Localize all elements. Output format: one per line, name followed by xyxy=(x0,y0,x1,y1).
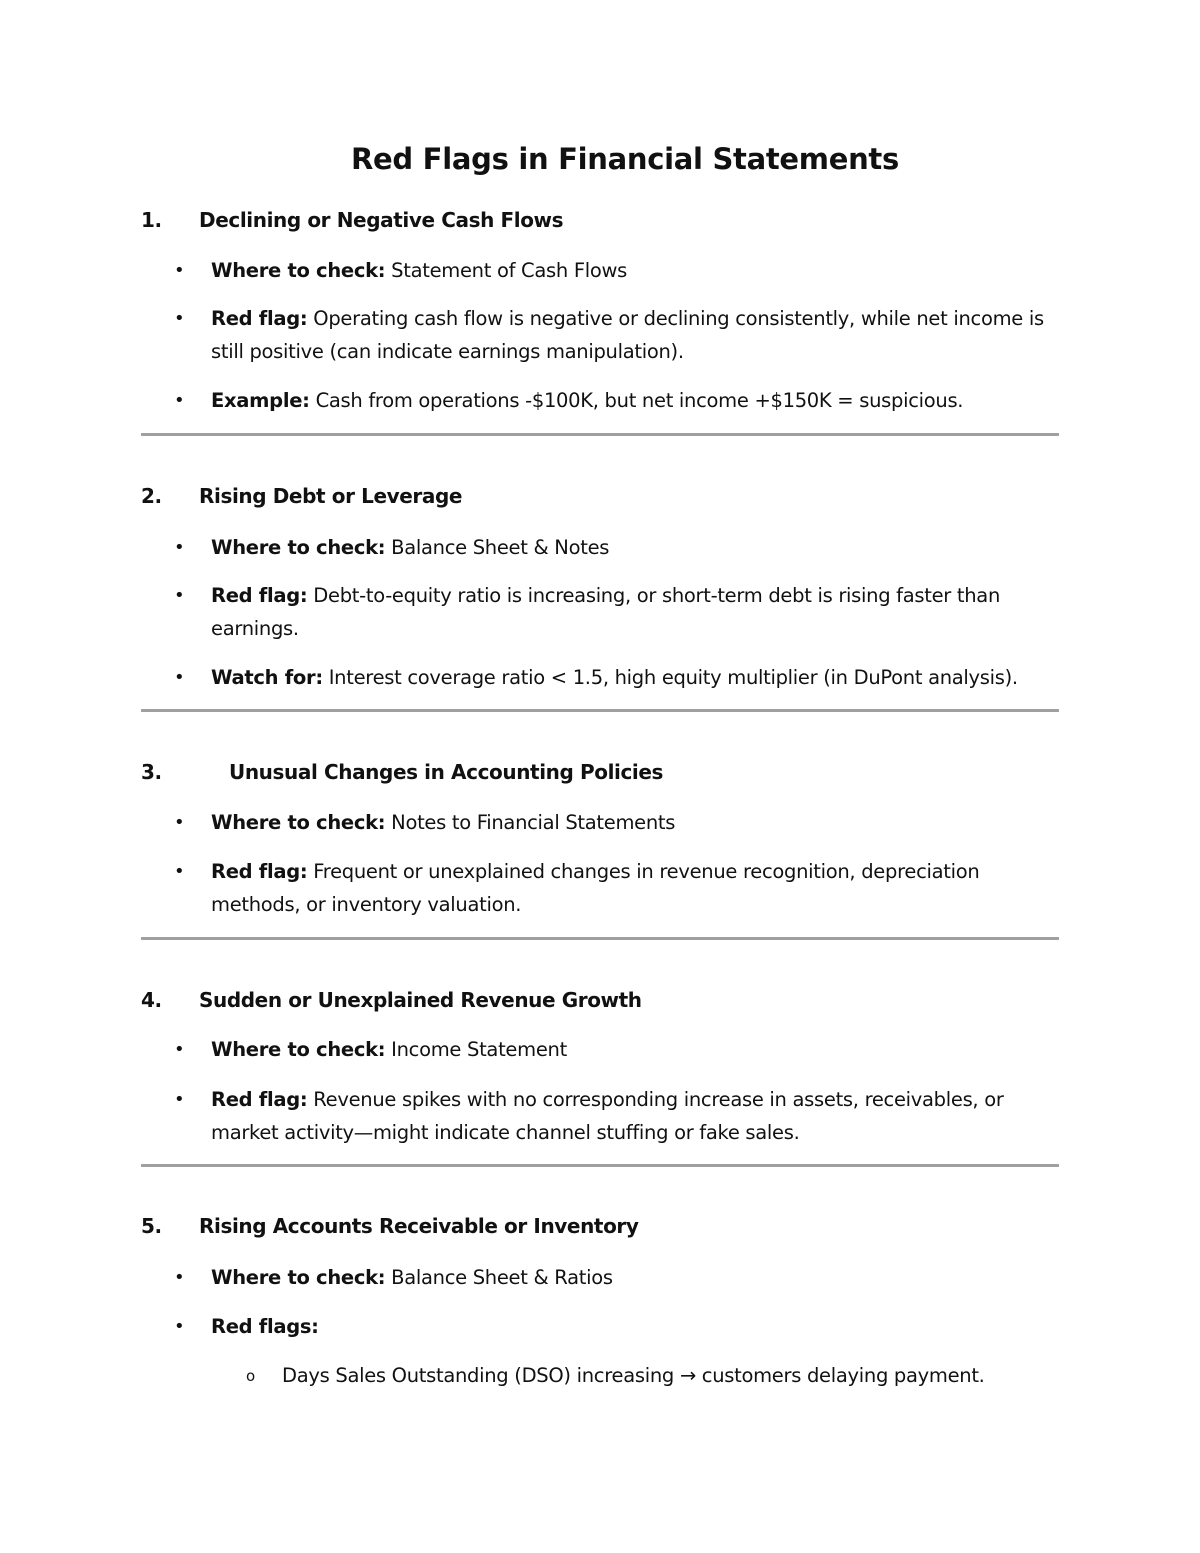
section-heading-2 xyxy=(141,484,462,508)
section-divider xyxy=(141,1164,1059,1167)
item-label: Red flag: xyxy=(211,584,308,607)
item-text: Debt-to-equity ratio is increasing, or short-term debt is rising faster than xyxy=(313,584,1001,607)
section-number: 1. xyxy=(141,208,162,232)
section-title: Unusual Changes in Accounting Policies xyxy=(229,760,664,784)
item-text: Operating cash flow is negative or declining consistently, while net income is xyxy=(313,307,1044,330)
bullet-icon: • xyxy=(174,1039,185,1060)
item-label: Red flag: xyxy=(211,1088,308,1111)
item-text-continued: market activity—might indicate channel stuffing or fake sales. xyxy=(211,1121,800,1144)
item-text: Frequent or unexplained changes in revenue recognition, depreciation xyxy=(313,860,980,883)
bullet-icon: • xyxy=(174,861,185,882)
bullet-icon: • xyxy=(174,585,185,606)
bullet-icon: • xyxy=(174,1089,185,1110)
item-label: Where to check: xyxy=(211,1038,386,1061)
item-text: Income Statement xyxy=(391,1038,567,1061)
bullet-icon: • xyxy=(174,308,185,329)
section-divider xyxy=(141,709,1059,712)
item-label: Where to check: xyxy=(211,536,386,559)
bullet-icon: • xyxy=(174,812,185,833)
section-divider xyxy=(141,937,1059,940)
bullet-icon: • xyxy=(174,260,185,281)
section-title: Rising Accounts Receivable or Inventory xyxy=(199,1214,639,1238)
section-heading-4 xyxy=(141,988,642,1012)
section-title: Declining or Negative Cash Flows xyxy=(199,208,564,232)
section-number: 3. xyxy=(141,760,162,784)
item-label: Watch for: xyxy=(211,666,323,689)
item-label: Red flags: xyxy=(211,1315,319,1338)
section-title: Sudden or Unexplained Revenue Growth xyxy=(199,988,642,1012)
hollow-circle-icon: o xyxy=(246,1367,255,1385)
section-title: Rising Debt or Leverage xyxy=(199,484,463,508)
item-text: Statement of Cash Flows xyxy=(391,259,628,282)
item-label: Example: xyxy=(211,389,310,412)
section-heading-1 xyxy=(141,208,563,232)
item-label: Red flag: xyxy=(211,307,308,330)
item-label: Where to check: xyxy=(211,811,386,834)
bullet-icon: • xyxy=(174,537,185,558)
section-number: 4. xyxy=(141,988,162,1012)
item-text: Balance Sheet & Ratios xyxy=(391,1266,613,1289)
document-title: Red Flags in Financial Statements xyxy=(351,142,899,176)
item-text-continued: earnings. xyxy=(211,617,299,640)
item-text-continued: methods, or inventory valuation. xyxy=(211,893,522,916)
section-divider xyxy=(141,433,1059,436)
item-text: Revenue spikes with no corresponding increase in assets, receivables, or xyxy=(313,1088,1004,1111)
item-label: Where to check: xyxy=(211,259,386,282)
section-number: 2. xyxy=(141,484,162,508)
bullet-icon: • xyxy=(174,667,185,688)
item-text: Notes to Financial Statements xyxy=(391,811,676,834)
item-label: Red flag: xyxy=(211,860,308,883)
bullet-icon: • xyxy=(174,1267,185,1288)
item-text-continued: still positive (can indicate earnings manipulation). xyxy=(211,340,684,363)
section-number: 5. xyxy=(141,1214,162,1238)
bullet-icon: • xyxy=(174,1316,185,1337)
item-text: Days Sales Outstanding (DSO) increasing → customers delaying payment. xyxy=(282,1364,985,1387)
section-heading-3 xyxy=(141,760,663,784)
item-text: Interest coverage ratio < 1.5, high equity multiplier (in DuPont analysis). xyxy=(328,666,1018,689)
section-heading-5 xyxy=(141,1214,639,1238)
item-text: Balance Sheet & Notes xyxy=(391,536,610,559)
item-text: Cash from operations -$100K, but net income +$150K = suspicious. xyxy=(315,389,964,412)
bullet-icon: • xyxy=(174,390,185,411)
item-label: Where to check: xyxy=(211,1266,386,1289)
